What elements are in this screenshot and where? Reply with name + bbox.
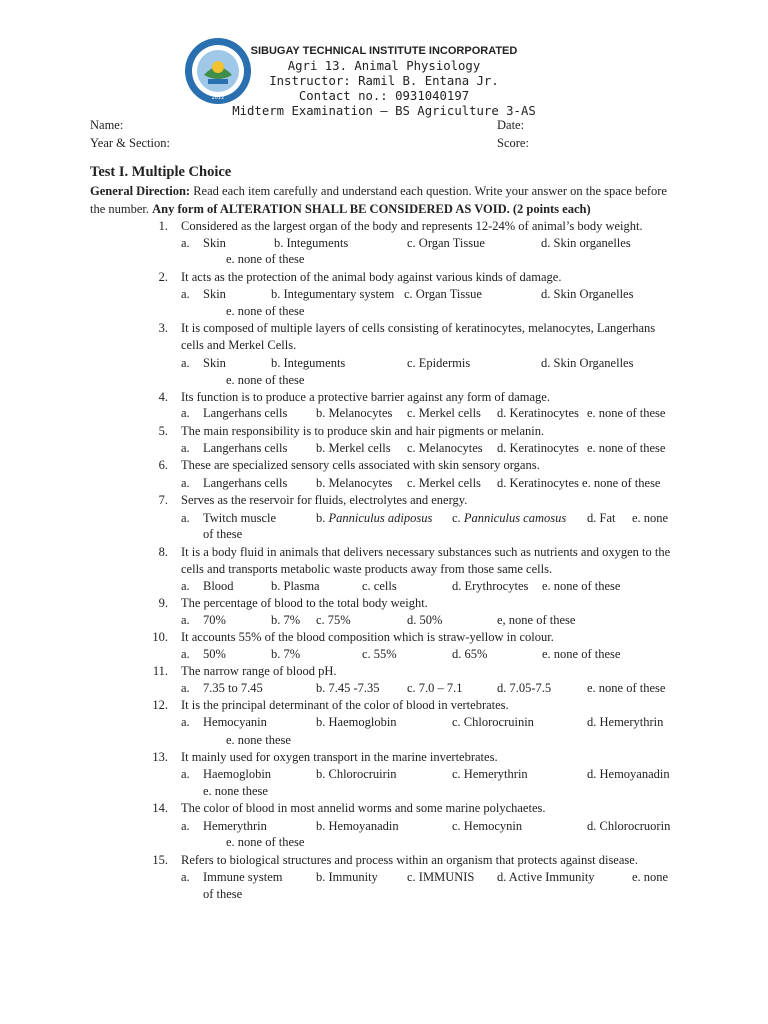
option-a: Skin <box>203 287 226 301</box>
option-letter: a. <box>181 406 190 420</box>
option-letter: a. <box>181 715 190 729</box>
general-direction-2 <box>90 202 591 217</box>
direction-text: Read each item carefully and understand each question. Write your answer on the space before <box>190 184 667 198</box>
option-c: c. 7.0 – 7.1 <box>407 681 463 695</box>
option-a: Langerhans cells <box>203 441 288 455</box>
option-d: d. Chlorocruorin <box>587 819 671 833</box>
question-number: 12. <box>152 698 168 712</box>
option-a: Hemerythrin <box>203 819 267 833</box>
option-letter: a. <box>181 767 190 781</box>
option-e: e. none of these <box>587 406 666 420</box>
question-text: The narrow range of blood pH. <box>181 664 337 678</box>
option-e-cont: of these <box>203 887 243 901</box>
option-c: c. Merkel cells <box>407 476 481 490</box>
date-label: Date: <box>497 118 525 132</box>
question-number: 4. <box>158 390 168 404</box>
option-e-cont: of these <box>203 527 243 541</box>
option-letter: a. <box>181 287 190 301</box>
option-c: c. cells <box>362 579 397 593</box>
option-a: Immune system <box>203 870 283 884</box>
option-a: Skin <box>203 356 226 370</box>
question-text: These are specialized sensory cells associated with skin sensory organs. <box>181 458 540 472</box>
option-d: d. Fat <box>587 511 616 525</box>
option-b: b. Chlorocruirin <box>316 767 397 781</box>
option-e: e. none of these <box>542 579 621 593</box>
option-a: Langerhans cells <box>203 406 288 420</box>
option-d: d. Skin Organelles <box>541 287 634 301</box>
option-d: d. Active Immunity <box>497 870 595 884</box>
year-section-label: Year & Section: <box>90 136 170 150</box>
option-e: e. none of these <box>542 647 621 661</box>
question-number: 15. <box>152 853 168 867</box>
option-letter: a. <box>181 681 190 695</box>
question-text: It mainly used for oxygen transport in the marine invertebrates. <box>181 750 498 764</box>
option-a: Langerhans cells <box>203 476 288 490</box>
option-b <box>316 511 432 526</box>
exam-title: Midterm Examination – BS Agriculture 3-AS <box>232 104 536 118</box>
option-e: e. none of these <box>226 252 305 266</box>
option-c: c. Organ Tissue <box>404 287 482 301</box>
question-number: 8. <box>158 545 168 559</box>
option-a: Hemocyanin <box>203 715 267 729</box>
direction-label: General Direction: <box>90 184 191 198</box>
contact-line: Contact no.: 0931040197 <box>298 89 470 103</box>
question-number: 7. <box>158 493 168 507</box>
question-number: 5. <box>158 424 168 438</box>
option-d: d. Hemoyanadin <box>587 767 670 781</box>
option-c: c. Hemerythrin <box>452 767 528 781</box>
option-b: b. Melanocytes <box>316 406 393 420</box>
option-letter: a. <box>181 236 190 250</box>
option-b-text: Panniculus adiposus <box>328 511 433 525</box>
question-text: Serves as the reservoir for fluids, electrolytes and energy. <box>181 493 468 507</box>
question-number: 10. <box>152 630 168 644</box>
option-b: b. Hemoyanadin <box>316 819 399 833</box>
question-number: 11. <box>152 664 168 678</box>
question-text: The percentage of blood to the total body weight. <box>181 596 428 610</box>
option-c: c. IMMUNIS <box>407 870 475 884</box>
name-label: Name: <box>90 118 124 132</box>
question-number: 13. <box>152 750 168 764</box>
option-a: Blood <box>203 579 234 593</box>
logo-year: 2012 <box>211 95 225 101</box>
option-c: c. 55% <box>362 647 397 661</box>
question-text: Refers to biological structures and process within an organism that protects against disease. <box>181 853 638 867</box>
question-text: The color of blood in most annelid worms and some marine polychaetes. <box>181 801 546 815</box>
option-a: Skin <box>203 236 226 250</box>
option-d: d. 50% <box>407 613 443 627</box>
option-c: c. Organ Tissue <box>407 236 485 250</box>
option-letter: a. <box>181 579 190 593</box>
option-c: c. Chlorocruinin <box>452 715 534 729</box>
option-letter: a. <box>181 511 190 525</box>
option-d: d. Keratinocytes <box>497 441 579 455</box>
option-c-text: Panniculus camosus <box>463 511 567 525</box>
question-text: It acts as the protection of the animal body against various kinds of damage. <box>181 270 562 284</box>
option-letter: a. <box>181 441 190 455</box>
option-c-letter: c. <box>452 511 464 525</box>
option-e: e. none these <box>226 733 291 747</box>
option-e: e, none of these <box>497 613 576 627</box>
option-e: e. none of these <box>226 304 305 318</box>
option-b: b. Merkel cells <box>316 441 391 455</box>
option-a: Twitch muscle <box>203 511 277 525</box>
option-b: b. Integuments <box>274 236 349 250</box>
direction-bold: Any form of ALTERATION SHALL BE CONSIDERED AS VOID. (2 points each) <box>152 202 591 216</box>
option-e: e. none of these <box>587 681 666 695</box>
option-d: d. 65% <box>452 647 488 661</box>
question-text: Considered as the largest organ of the body and represents 12-24% of animal’s body weight. <box>181 219 643 233</box>
option-b: b. 7.45 -7.35 <box>316 681 380 695</box>
option-e: e. none <box>632 870 669 884</box>
question-number: 6. <box>158 458 168 472</box>
question-text: It accounts 55% of the blood composition which is straw-yellow in colour. <box>181 630 554 644</box>
option-c: c. Melanocytes <box>407 441 483 455</box>
option-letter: a. <box>181 870 190 884</box>
option-b: b. Haemoglobin <box>316 715 397 729</box>
option-a: 70% <box>203 613 226 627</box>
option-e: e. none <box>632 511 669 525</box>
institution-name: SIBUGAY TECHNICAL INSTITUTE INCORPORATED <box>250 45 518 57</box>
option-d: d. Skin Organelles <box>541 356 634 370</box>
question-number: 9. <box>158 596 168 610</box>
option-a: 50% <box>203 647 226 661</box>
option-c: c. Hemocynin <box>452 819 523 833</box>
option-b: b. Melanocytes <box>316 476 393 490</box>
option-b: b. 7% <box>271 613 301 627</box>
option-d: d. Erythrocytes <box>452 579 529 593</box>
option-e: e. none of these <box>226 835 305 849</box>
option-letter: a. <box>181 476 190 490</box>
option-e: e. none of these <box>587 441 666 455</box>
option-letter: a. <box>181 356 190 370</box>
question-text: The main responsibility is to produce skin and hair pigments or melanin. <box>181 424 545 438</box>
option-d: d. 7.05-7.5 <box>497 681 552 695</box>
question-text: It is the principal determinant of the color of blood in vertebrates. <box>181 698 509 712</box>
option-c: c. Merkel cells <box>407 406 481 420</box>
question-number: 14. <box>152 801 168 815</box>
question-number: 2. <box>158 270 168 284</box>
option-a: 7.35 to 7.45 <box>203 681 263 695</box>
question-text: It is composed of multiple layers of cells consisting of keratinocytes, melanocytes, Langerhans <box>181 321 656 335</box>
option-c: c. Epidermis <box>407 356 471 370</box>
option-e: e. none these <box>203 784 268 798</box>
general-direction <box>90 184 667 199</box>
option-d: d. Hemerythrin <box>587 715 664 729</box>
option-b: b. Integumentary system <box>271 287 395 301</box>
option-d-e: d. Keratinocytes e. none of these <box>497 476 661 490</box>
score-label: Score: <box>497 136 529 150</box>
option-b: b. Immunity <box>316 870 378 884</box>
option-letter: a. <box>181 613 190 627</box>
option-e: e. none of these <box>226 373 305 387</box>
option-c: c. 75% <box>316 613 351 627</box>
option-letter: a. <box>181 819 190 833</box>
option-b: b. Plasma <box>271 579 320 593</box>
option-d: d. Keratinocytes <box>497 406 579 420</box>
question-text-cont: cells and Merkel Cells. <box>181 338 297 352</box>
direction-text-2: the number. <box>90 202 153 216</box>
option-a: Haemoglobin <box>203 767 272 781</box>
option-b: b. 7% <box>271 647 301 661</box>
option-c <box>452 511 566 526</box>
option-letter: a. <box>181 647 190 661</box>
test-title: Test I. Multiple Choice <box>90 164 232 180</box>
course-title: Agri 13. Animal Physiology <box>287 59 481 73</box>
option-d: d. Skin organelles <box>541 236 631 250</box>
question-text: It is a body fluid in animals that delivers necessary substances such as nutrients and oxygen to the <box>181 545 671 559</box>
question-text-cont: cells and transports metabolic waste products away from those same cells. <box>181 562 553 576</box>
question-number: 3. <box>158 321 168 335</box>
question-number: 1. <box>158 219 168 233</box>
question-text: Its function is to produce a protective barrier against any form of damage. <box>181 390 550 404</box>
instructor-line: Instructor: Ramil B. Entana Jr. <box>269 74 499 88</box>
option-b-letter: b. <box>316 511 329 525</box>
option-b: b. Integuments <box>271 356 346 370</box>
